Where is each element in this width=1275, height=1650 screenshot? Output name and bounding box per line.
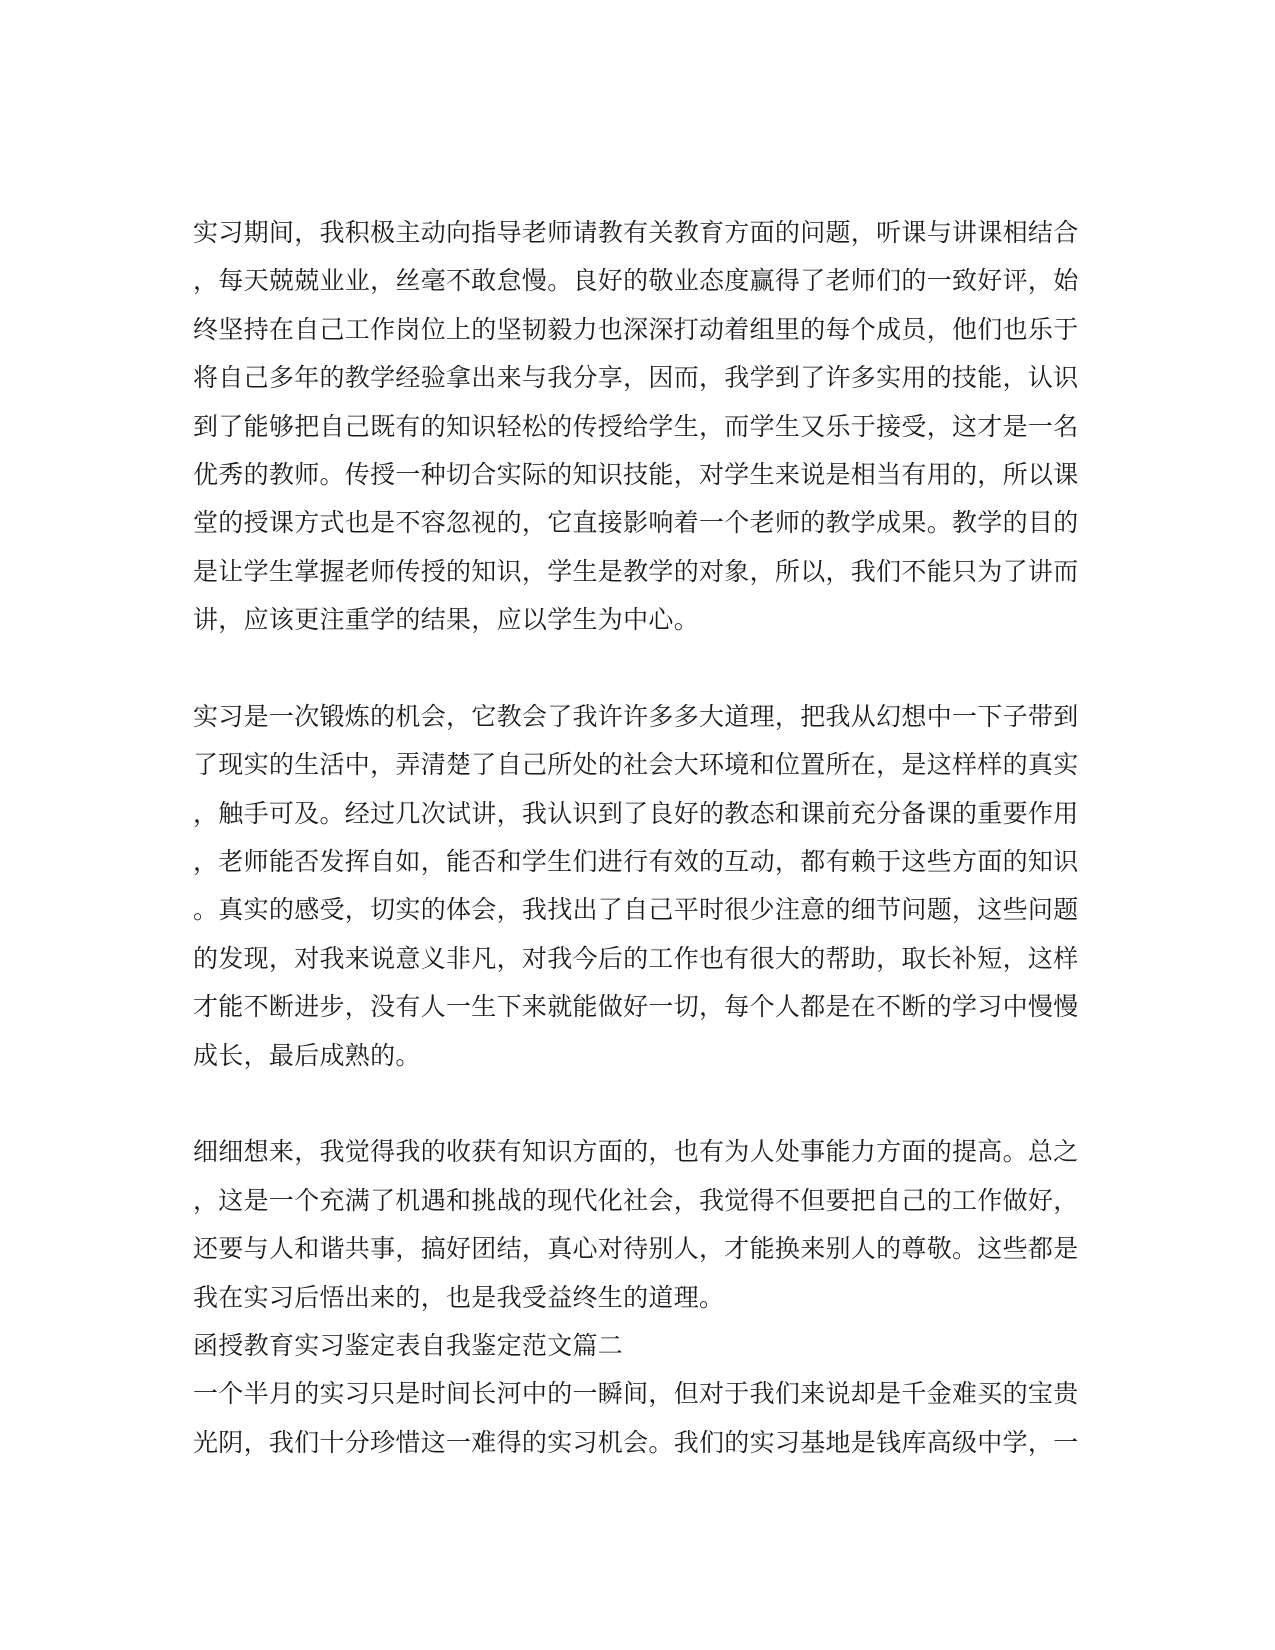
text-line: 才能不断进步，没有人一生下来就能做好一切，每个人都是在不断的学习中慢慢	[193, 992, 1079, 1022]
text-line: 到了能够把自己既有的知识轻松的传授给学生，而学生又乐于接受，这才是一名	[193, 411, 1079, 441]
text-line: ，老师能否发挥自如，能否和学生们进行有效的互动，都有赖于这些方面的知识	[193, 847, 1079, 877]
text-line: 讲，应该更注重学的结果，应以学生为中心。	[193, 605, 700, 635]
text-line: 一个半月的实习只是时间长河中的一瞬间，但对于我们来说却是千金难买的宝贵	[193, 1379, 1079, 1409]
text-line: 我在实习后悟出来的，也是我受益终生的道理。	[193, 1282, 725, 1312]
paragraph-1	[193, 209, 1079, 645]
text-line: 。真实的感受，切实的体会，我找出了自己平时很少注意的细节问题，这些问题	[193, 895, 1079, 925]
paragraph-spacer	[193, 645, 1073, 693]
text-line: 实习是一次锻炼的机会，它教会了我许许多多大道理，把我从幻想中一下子带到	[193, 701, 1079, 731]
paragraph-spacer	[193, 1080, 1073, 1128]
document-body	[193, 209, 1079, 1467]
text-line: 了现实的生活中，弄清楚了自己所处的社会大环境和位置所在，是这样样的真实	[193, 750, 1079, 780]
paragraph-3	[193, 1128, 1079, 1322]
text-line: 光阴，我们十分珍惜这一难得的实习机会。我们的实习基地是钱库高级中学，一	[193, 1427, 1079, 1457]
section-heading: 函授教育实习鉴定表自我鉴定范文篇二	[193, 1330, 624, 1360]
text-line: 是让学生掌握老师传授的知识，学生是教学的对象，所以，我们不能只为了讲而	[193, 556, 1079, 586]
text-line: 成长，最后成熟的。	[193, 1040, 421, 1070]
text-line: 细细想来，我觉得我的收获有知识方面的，也有为人处事能力方面的提高。总之	[193, 1137, 1079, 1167]
paragraph-2	[193, 693, 1079, 1080]
text-line: 的发现，对我来说意义非凡，对我今后的工作也有很大的帮助，取长补短，这样	[193, 943, 1079, 973]
text-line: ，触手可及。经过几次试讲，我认识到了良好的教态和课前充分备课的重要作用	[193, 798, 1079, 828]
text-line: 堂的授课方式也是不容忽视的，它直接影响着一个老师的教学成果。教学的目的	[193, 508, 1079, 538]
text-line: ，每天兢兢业业，丝毫不敢怠慢。良好的敬业态度赢得了老师们的一致好评，始	[193, 266, 1079, 296]
text-line: 还要与人和谐共事，搞好团结，真心对待别人，才能换来别人的尊敬。这些都是	[193, 1234, 1079, 1264]
text-line: ，这是一个充满了机遇和挑战的现代化社会，我觉得不但要把自己的工作做好，	[193, 1185, 1079, 1215]
text-line: 优秀的教师。传授一种切合实际的知识技能，对学生来说是相当有用的，所以课	[193, 459, 1079, 489]
text-line: 终坚持在自己工作岗位上的坚韧毅力也深深打动着组里的每个成员，他们也乐于	[193, 314, 1079, 344]
text-line: 实习期间，我积极主动向指导老师请教有关教育方面的问题，听课与讲课相结合	[193, 218, 1079, 247]
paragraph-4	[193, 1370, 1079, 1467]
text-line: 将自己多年的教学经验拿出来与我分享，因而，我学到了许多实用的技能，认识	[193, 363, 1079, 393]
